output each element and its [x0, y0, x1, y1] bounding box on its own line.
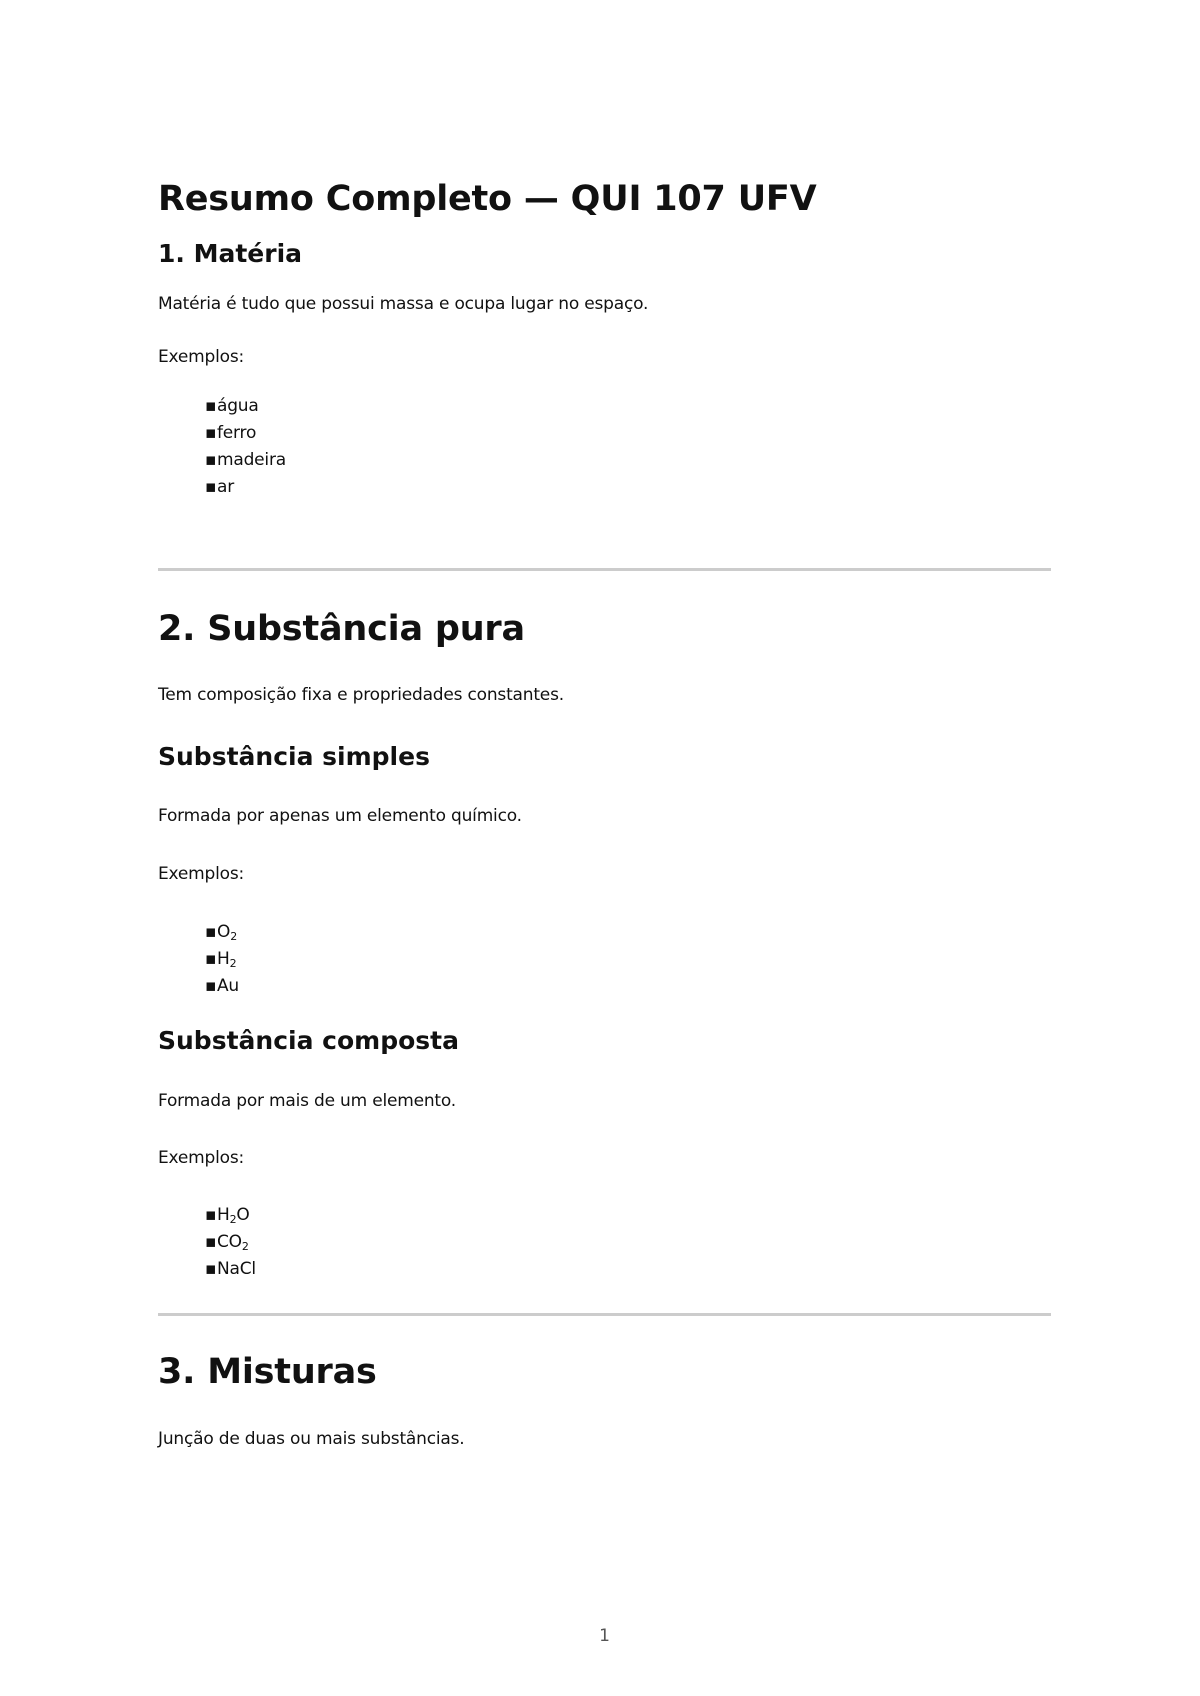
page-number: 1: [599, 1626, 610, 1646]
bullet-icon: ▪: [205, 1205, 217, 1225]
simples-examples-label: Exemplos:: [158, 864, 244, 884]
materia-definition: Matéria é tudo que possui massa e ocupa lugar no espaço.: [158, 294, 649, 314]
section-heading-substancia-pura: 2. Substância pura: [158, 609, 525, 649]
list-item: $▪O_2$: [205, 919, 239, 946]
misturas-definition: Junção de duas ou mais substâncias.: [158, 1429, 465, 1449]
subsection-heading-composta: Substância composta: [158, 1026, 459, 1055]
section-heading-misturas: 3. Misturas: [158, 1352, 377, 1392]
materia-examples-label: Exemplos:: [158, 347, 244, 367]
bullet-icon: ▪: [205, 976, 217, 996]
section-divider: [158, 1313, 1051, 1316]
bullet-icon: ▪: [205, 423, 217, 443]
bullet-icon: ▪: [205, 949, 217, 969]
composta-examples-list: [205, 1202, 256, 1283]
composta-examples-label: Exemplos:: [158, 1148, 244, 1168]
substancia-pura-definition: Tem composição fixa e propriedades constantes.: [158, 685, 564, 705]
bullet-icon: ▪: [205, 396, 217, 416]
list-item: ▪ar: [205, 474, 286, 501]
list-item: ▪água: [205, 393, 286, 420]
bullet-icon: ▪: [205, 450, 217, 470]
simples-definition: Formada por apenas um elemento químico.: [158, 806, 522, 826]
subsection-heading-simples: Substância simples: [158, 742, 430, 771]
section-heading-materia: 1. Matéria: [158, 239, 303, 268]
list-item: $▪H_2$: [205, 946, 239, 973]
simples-examples-list: [205, 919, 239, 1000]
list-item: ▪ferro: [205, 420, 286, 447]
list-item: ▪madeira: [205, 447, 286, 474]
bullet-icon: ▪: [205, 922, 217, 942]
composta-definition: Formada por mais de um elemento.: [158, 1091, 456, 1111]
materia-examples-list: [205, 393, 286, 501]
list-item: ▪Au: [205, 973, 239, 1000]
bullet-icon: ▪: [205, 1232, 217, 1252]
document-title: Resumo Completo — QUI 107 UFV: [158, 179, 817, 219]
section-divider: [158, 568, 1051, 571]
bullet-icon: ▪: [205, 477, 217, 497]
list-item: $▪H_2O$: [205, 1202, 256, 1229]
list-item: ▪NaCl: [205, 1256, 256, 1283]
document-page: [158, 0, 1051, 1696]
bullet-icon: ▪: [205, 1259, 217, 1279]
list-item: $▪CO_2$: [205, 1229, 256, 1256]
